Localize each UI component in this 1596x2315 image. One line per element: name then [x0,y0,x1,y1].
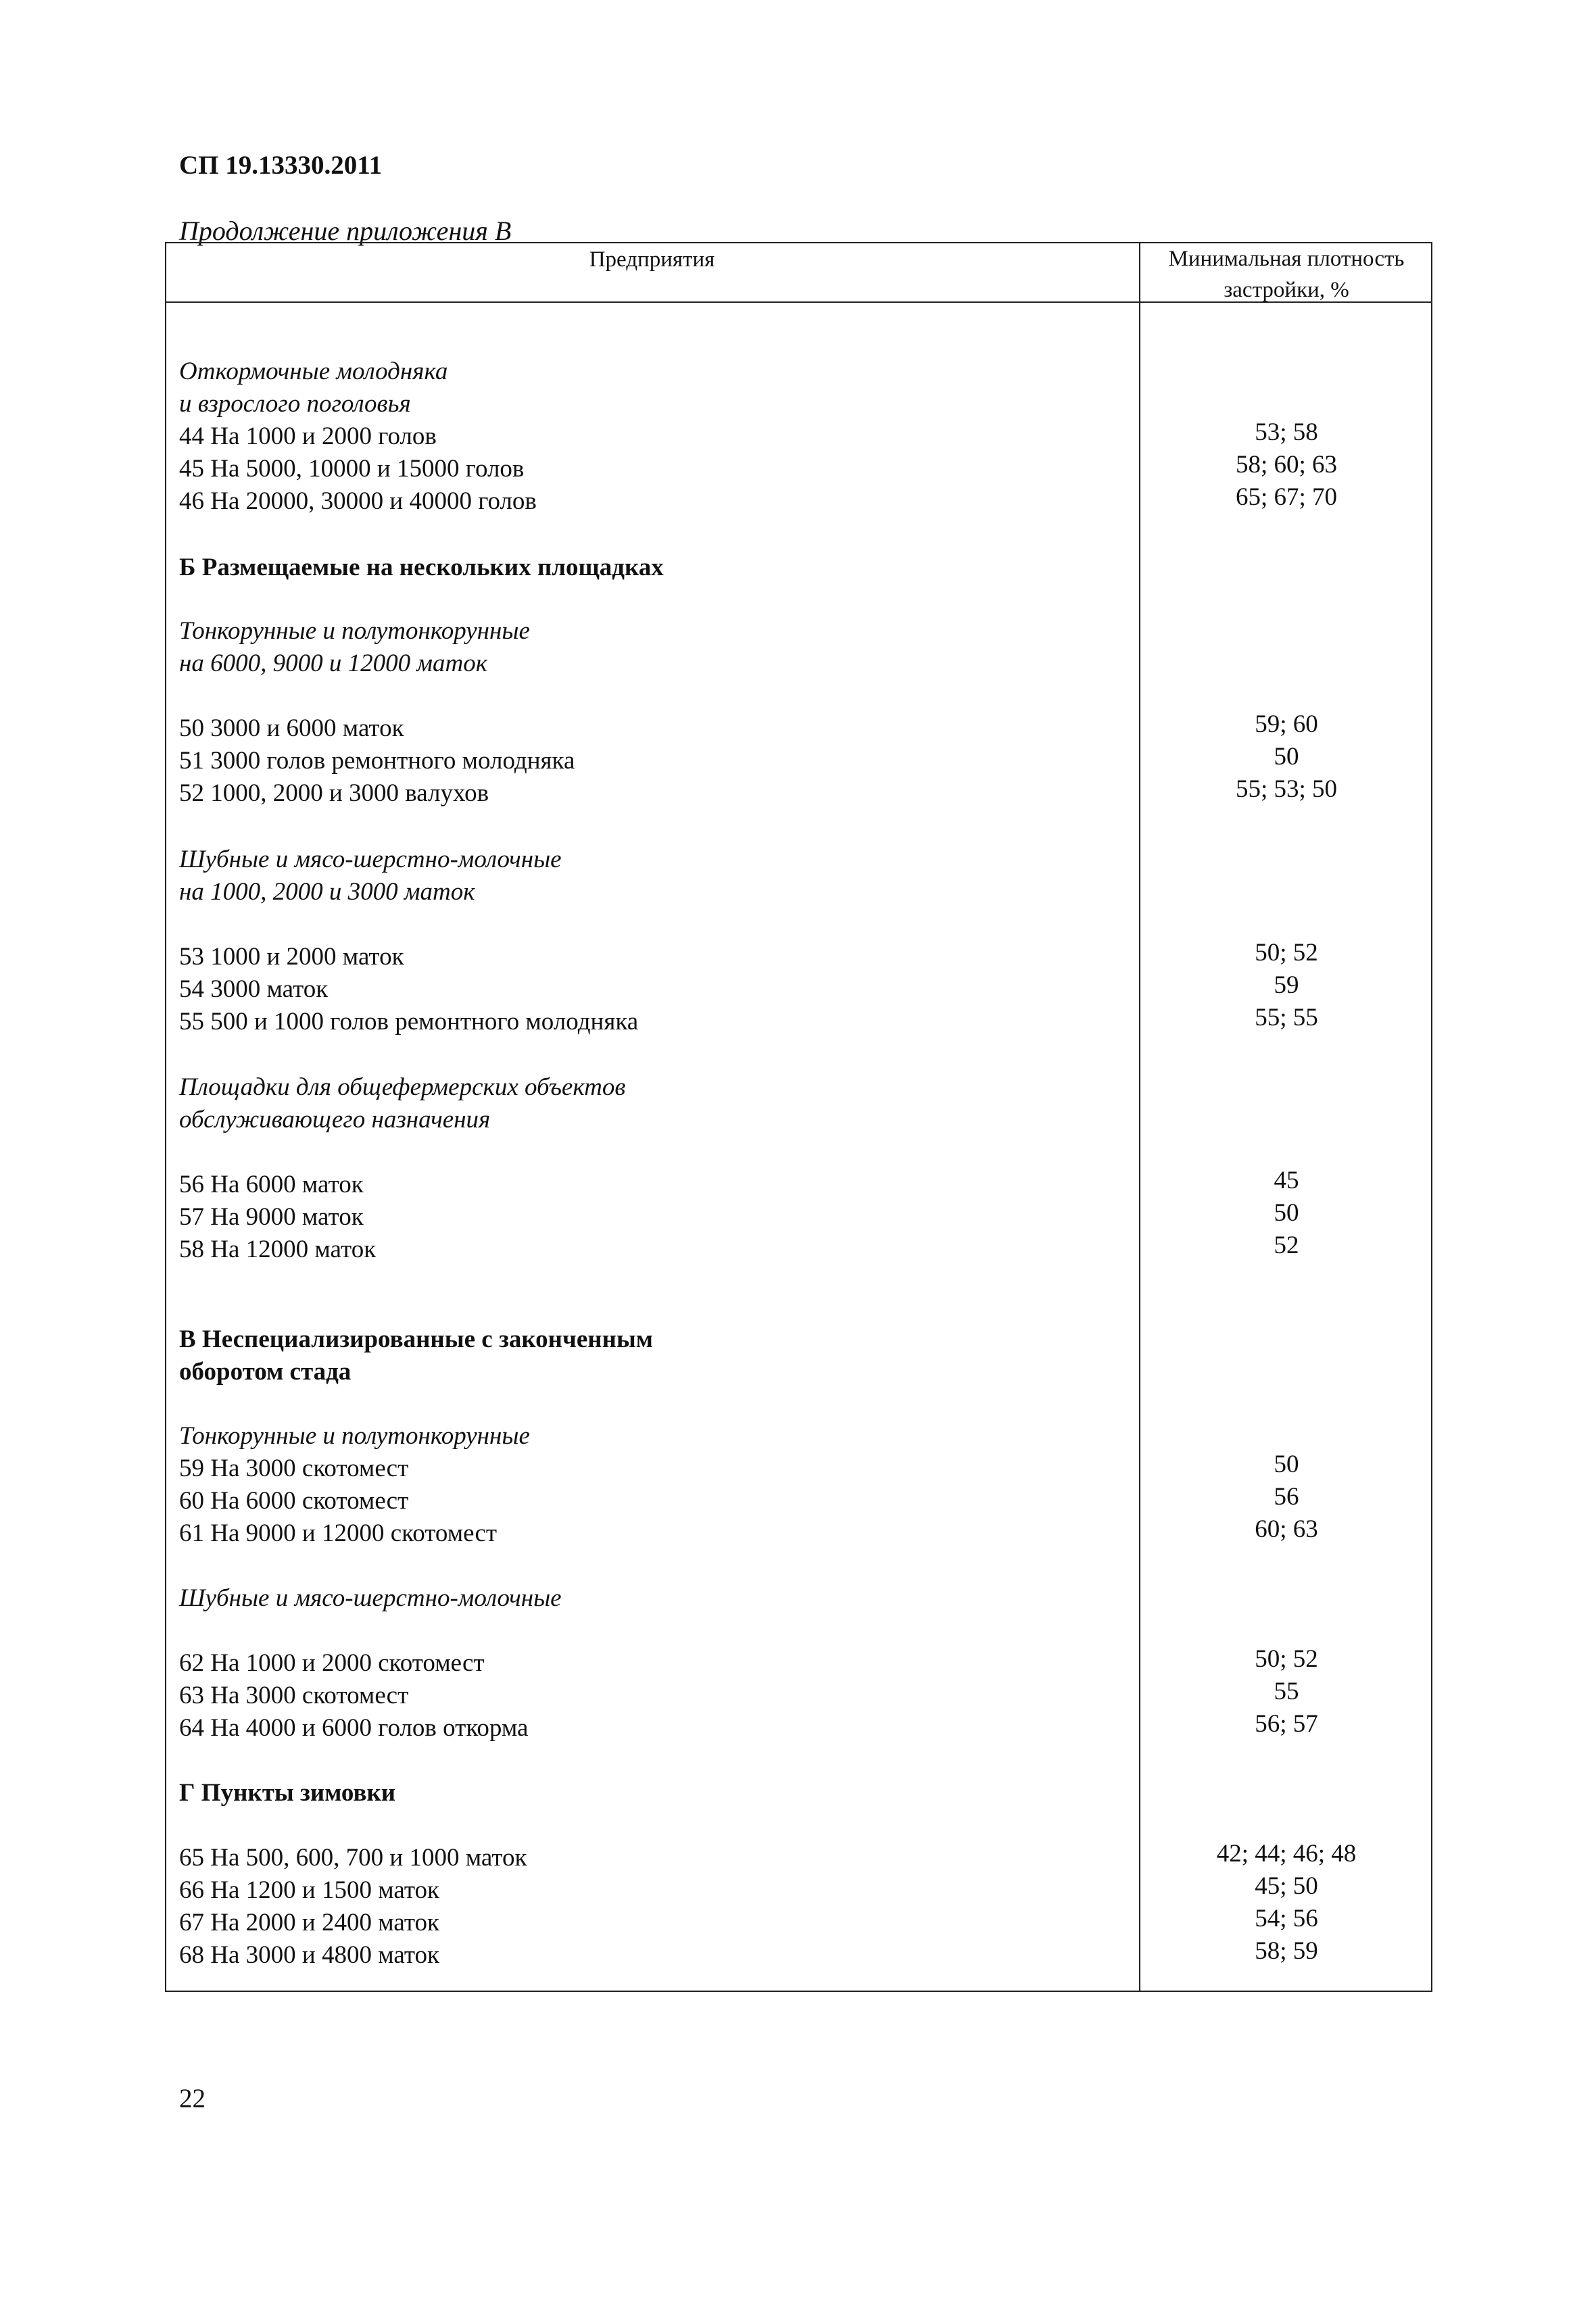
table-row-value: 42; 44; 46; 48 [1216,1840,1357,1868]
table-row-value: 59; 60 [1255,710,1318,738]
table-row-label: 50 3000 и 6000 маток [179,714,404,742]
column-header-min-density: Минимальная плотность застройки, % [1168,247,1405,302]
table-row-label: 58 На 12000 маток [179,1236,377,1263]
table-row-label: 52 1000, 2000 и 3000 валухов [179,779,489,807]
table-row-value: 50; 52 [1255,1645,1318,1673]
table-row-value: 55; 53; 50 [1235,775,1338,803]
table-row-value: 50 [1274,743,1299,771]
table-row-value: 50 [1274,1451,1299,1478]
table-row-value: 50 [1274,1199,1299,1227]
table-row-value: 50; 52 [1255,939,1318,967]
table-row-value: 54; 56 [1255,1905,1318,1932]
table-row-value: 55; 55 [1255,1004,1318,1031]
table-row-value: 53; 58 [1255,418,1318,446]
section-heading: Г Пункты зимовки [179,1779,396,1807]
table-row-label: 56 На 6000 маток [179,1171,364,1198]
subgroup-heading: Площадки для общефермерских объектов [179,1073,626,1101]
column-header-enterprises: Предприятия [589,247,715,272]
table-row-value: 58; 60; 63 [1235,451,1338,479]
table-row-label: 45 На 5000, 10000 и 15000 голов [179,455,525,483]
subgroup-heading: Шубные и мясо-шерстно-молочные [179,846,562,873]
table-row-value: 52 [1274,1232,1299,1259]
table-row-value: 56 [1274,1483,1299,1511]
section-heading: оборотом стада [179,1358,352,1386]
subgroup-heading: и взрослого поголовья [179,390,411,418]
table-row-value: 56; 57 [1255,1710,1318,1738]
subgroup-heading: Шубные и мясо-шерстно-молочные [179,1584,562,1612]
table-row-label: 51 3000 голов ремонтного молодняка [179,747,575,775]
table-row-label: 67 На 2000 и 2400 маток [179,1909,439,1936]
table-row-label: 61 На 9000 и 12000 скотомест [179,1519,498,1547]
table-row-value: 45 [1274,1167,1299,1194]
subgroup-heading: Тонкорунные и полутонкорунные [179,617,530,645]
table-caption: Продолжение приложения В [179,216,512,246]
table-row-label: 66 На 1200 и 1500 маток [179,1876,439,1904]
subgroup-heading: Откормочные молодняка [179,358,448,385]
table-row-value: 59 [1274,971,1299,999]
table-row-label: 57 На 9000 маток [179,1203,364,1231]
table-row-label: 62 На 1000 и 2000 скотомест [179,1649,485,1677]
table-row-value: 60; 63 [1255,1515,1318,1543]
table-row-label: 59 На 3000 скотомест [179,1455,409,1482]
table-row-label: 63 На 3000 скотомест [179,1682,409,1709]
subgroup-heading: на 1000, 2000 и 3000 маток [179,878,475,906]
table-row-value: 65; 67; 70 [1235,483,1338,511]
table-row-label: 44 На 1000 и 2000 голов [179,422,437,450]
table-row-label: 65 На 500, 600, 700 и 1000 маток [179,1844,527,1872]
table-row-label: 55 500 и 1000 голов ремонтного молодняка [179,1008,639,1035]
section-heading: В Неспециализированные с законченным [179,1325,654,1353]
subgroup-heading: на 6000, 9000 и 12000 маток [179,650,487,677]
subgroup-heading: Тонкорунные и полутонкорунные [179,1422,530,1450]
table-row-value: 58; 59 [1255,1937,1318,1965]
page-number: 22 [179,2084,205,2113]
table-row-value: 45; 50 [1255,1872,1318,1900]
table-row-label: 53 1000 и 2000 маток [179,943,404,971]
table-row-label: 46 На 20000, 30000 и 40000 голов [179,487,537,515]
table-row-label: 54 3000 маток [179,975,329,1003]
subgroup-heading: обслуживающего назначения [179,1106,491,1134]
table-row-label: 64 На 4000 и 6000 голов откорма [179,1714,529,1742]
table-row-label: 60 На 6000 скотомест [179,1487,409,1515]
section-heading: Б Размещаемые на нескольких площадках [179,554,664,581]
table-row-value: 55 [1274,1678,1299,1705]
table-row-label: 68 На 3000 и 4800 маток [179,1941,439,1969]
document-code: СП 19.13330.2011 [179,151,383,180]
